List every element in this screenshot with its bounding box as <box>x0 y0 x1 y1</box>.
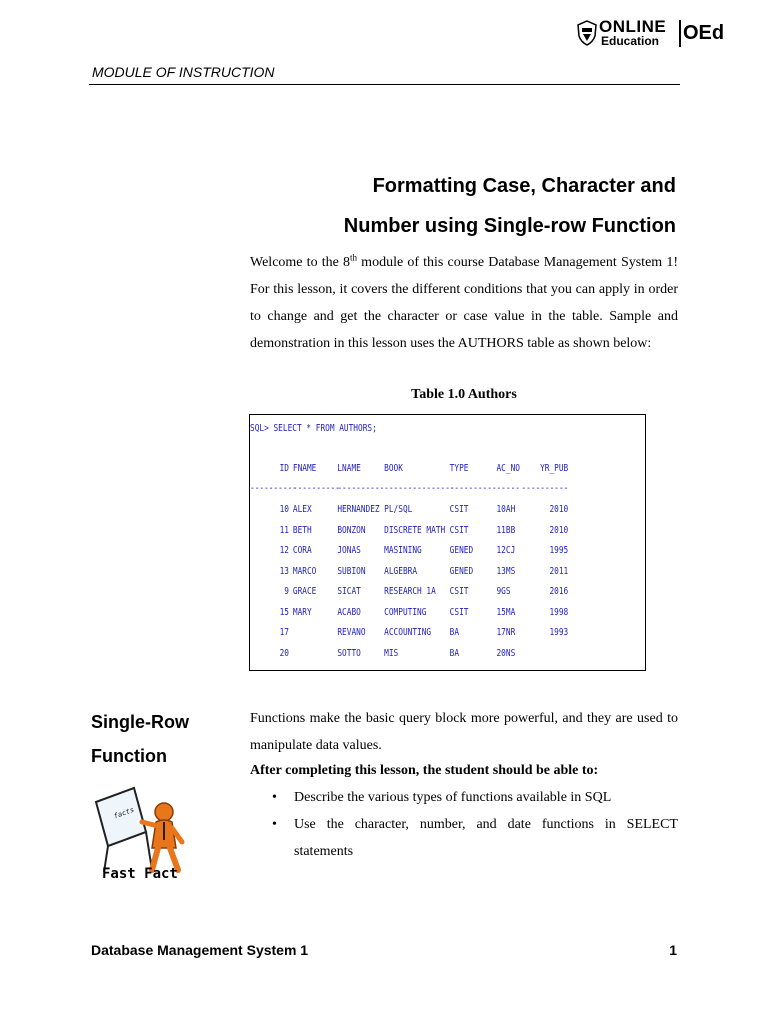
footer-course-title: Database Management System 1 <box>91 942 309 958</box>
sql-cell: ID <box>279 463 289 474</box>
page-title-line2: Number using Single-row Function <box>343 215 676 237</box>
header-rule <box>89 84 680 85</box>
sql-cell: 12 <box>279 545 289 556</box>
sql-cell: 2010 <box>549 504 569 515</box>
bullet-icon: • <box>272 790 277 805</box>
sql-cell: 13MS <box>496 565 516 577</box>
page-title-line1: Formatting Case, Character and <box>372 175 676 197</box>
sql-cell: BOOK <box>384 463 403 474</box>
sql-cell: MARY <box>292 606 312 618</box>
table-row <box>250 545 640 559</box>
sql-cell: 11BB <box>496 524 516 536</box>
list-item <box>272 811 678 865</box>
sql-cell: CSIT <box>449 524 469 536</box>
side-heading-line2: Function <box>91 746 167 766</box>
table-row <box>250 525 640 539</box>
sql-cell: RESEARCH 1A <box>384 586 436 597</box>
sql-cell: 9 <box>284 586 289 597</box>
sql-cell: COMPUTING <box>384 606 427 618</box>
sql-cell: BA <box>449 647 460 659</box>
sql-cell: BA <box>449 627 460 638</box>
sql-divider-row <box>250 483 640 497</box>
sql-output-box <box>249 414 646 671</box>
sql-cell: ACABO <box>337 606 361 618</box>
sql-cell: ACCOUNTING <box>384 627 432 638</box>
sql-cell: 10AH <box>496 504 516 515</box>
sql-cell: 2016 <box>549 586 569 597</box>
sql-divider: ---------- <box>449 483 497 494</box>
sql-cell: YR_PUB <box>540 463 569 474</box>
sql-divider: ----- <box>496 483 520 494</box>
sql-divider: ---------- <box>250 483 297 494</box>
sql-cell: MIS <box>384 647 399 659</box>
table-row <box>250 627 640 641</box>
side-heading-line1: Single-Row <box>91 712 189 732</box>
sql-divider: ---------- <box>292 483 340 494</box>
sql-cell: SICAT <box>337 586 361 597</box>
sql-cell: 15 <box>279 606 289 618</box>
functions-paragraph: Functions make the basic query block more powerful, and they are used to manipulate data values. <box>250 711 678 753</box>
sql-cell: HERNANDEZ <box>337 504 380 515</box>
sql-cell: ALEX <box>292 504 312 515</box>
logo-online-text: ONLINE <box>599 17 667 36</box>
sql-cell: MARCO <box>292 565 317 577</box>
list-item-text: Describe the various types of functions available in SQL <box>294 790 612 805</box>
module-header: MODULE OF INSTRUCTION <box>92 64 275 80</box>
logo-education-text: Education <box>601 34 660 48</box>
sql-cell: CSIT <box>449 586 469 597</box>
intro-superscript: th <box>350 252 358 263</box>
sql-cell: PL/SQL <box>384 504 413 515</box>
list-item <box>272 784 678 811</box>
sql-cell: ALGEBRA <box>384 565 418 577</box>
sql-cell: 13 <box>279 565 289 577</box>
sql-cell: JONAS <box>337 545 361 556</box>
fast-fact-caption: Fast Fact <box>102 866 178 882</box>
shield-icon <box>577 20 597 46</box>
sql-cell: 1995 <box>549 545 569 556</box>
intro-text-rest: module of this course Database Management System 1! For this lesson, it covers the different conditions that you can apply in order to change and get the character or case value in the table. Sample and demonstration in this lesson uses the AUTHORS table as shown below: <box>250 255 678 351</box>
sql-cell: 12CJ <box>496 545 516 556</box>
sql-cell: CSIT <box>449 504 469 515</box>
sql-cell: FNAME <box>292 463 317 474</box>
fast-fact-illustration <box>86 780 196 880</box>
list-item-text: Use the character, number, and date functions in SELECT statements <box>294 817 678 859</box>
page-number: 1 <box>669 942 677 958</box>
table-row <box>250 586 640 600</box>
sql-cell: 20 <box>279 647 289 659</box>
intro-paragraph <box>250 249 678 357</box>
sql-cell: LNAME <box>337 463 361 474</box>
sql-cell: 2010 <box>549 524 569 536</box>
sql-cell: 1998 <box>549 606 569 618</box>
sql-cell: 1993 <box>549 627 569 638</box>
objectives-list <box>272 784 678 865</box>
table-caption: Table 1.0 Authors <box>411 387 517 402</box>
sql-cell: SOTTO <box>337 647 361 659</box>
sql-cell: 10 <box>279 504 289 515</box>
table-row <box>250 566 640 580</box>
sql-cell: 9GS <box>496 586 511 597</box>
sql-cell: 17NR <box>496 627 516 638</box>
fact-sign-text: facts <box>112 805 136 821</box>
intro-text-start: Welcome to the 8 <box>250 255 350 270</box>
table-row <box>250 607 640 621</box>
sql-cell: DISCRETE MATH <box>384 524 446 536</box>
sql-cell: TYPE <box>449 463 469 474</box>
sql-cell: 17 <box>279 627 289 638</box>
sql-cell: GENED <box>449 545 474 556</box>
sql-prompt: SQL> SELECT * FROM AUTHORS; <box>250 423 377 434</box>
table-row <box>250 648 640 662</box>
sql-cell: BONZON <box>337 524 366 536</box>
table-row <box>250 504 640 518</box>
sql-cell: AC_NO <box>496 463 520 474</box>
sql-divider: ---------- <box>521 483 569 494</box>
sql-cell: SUBION <box>337 565 366 577</box>
logo-divider <box>679 20 681 47</box>
objective-heading: After completing this lesson, the student should be able to: <box>250 763 599 778</box>
sql-header-row <box>250 463 640 477</box>
sql-divider: --------------- <box>384 483 455 494</box>
oed-logo <box>577 18 727 52</box>
sql-cell: CORA <box>292 545 312 556</box>
sql-cell: MASINING <box>384 545 422 556</box>
sql-cell: CSIT <box>449 606 469 618</box>
sql-cell: REVANO <box>337 627 366 638</box>
sql-cell: 20NS <box>496 647 516 659</box>
sql-divider: ---------- <box>337 483 385 494</box>
sql-cell: 11 <box>279 524 289 536</box>
sql-cell: GENED <box>449 565 474 577</box>
sql-cell: BETH <box>292 524 312 536</box>
sql-cell: 15MA <box>496 606 516 618</box>
logo-oed-text: OEd <box>683 22 725 44</box>
sql-cell: 2011 <box>549 565 569 577</box>
sql-cell: GRACE <box>292 586 317 597</box>
bullet-icon: • <box>272 817 277 832</box>
